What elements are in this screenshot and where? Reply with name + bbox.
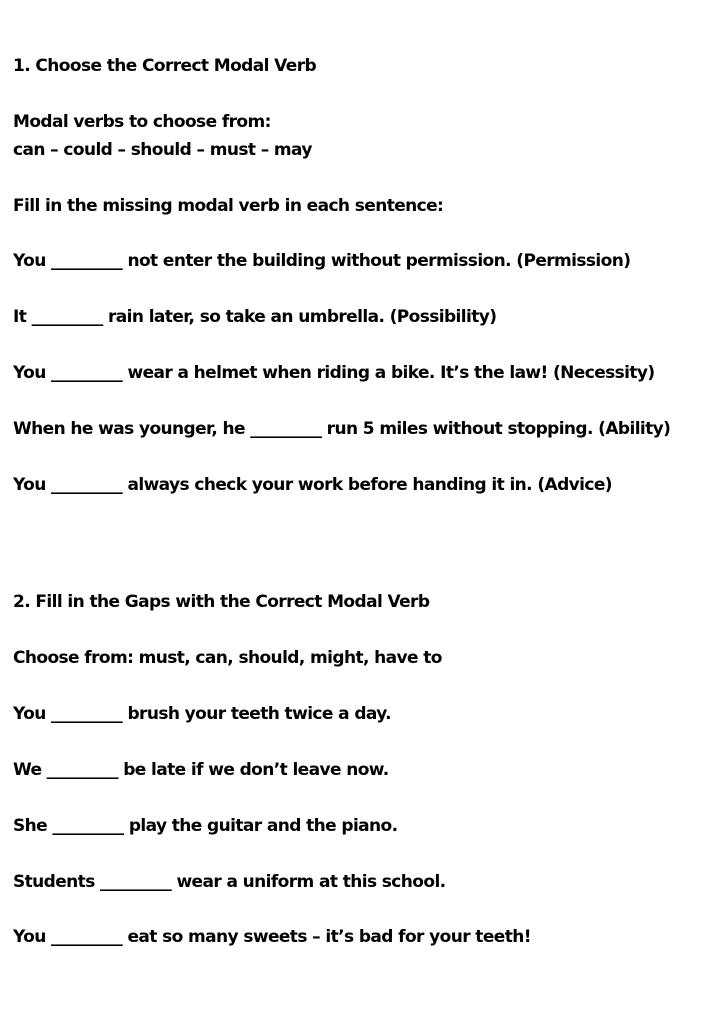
section-2-instruction: Choose from: must, can, should, might, have to	[13, 648, 442, 668]
exercise-sentence: She _________ play the guitar and the piano.	[13, 816, 398, 836]
exercise-sentence: You _________ wear a helmet when riding a bike. It’s the law! (Necessity)	[13, 363, 655, 383]
exercise-sentence: When he was younger, he _________ run 5 miles without stopping. (Ability)	[13, 419, 671, 439]
exercise-sentence: You _________ not enter the building without permission. (Permission)	[13, 251, 631, 271]
modal-verbs-list: can – could – should – must – may	[13, 140, 312, 160]
modal-verbs-heading: Modal verbs to choose from:	[13, 112, 271, 132]
section-1-title: 1. Choose the Correct Modal Verb	[13, 56, 317, 76]
exercise-sentence: You _________ eat so many sweets – it’s bad for your teeth!	[13, 927, 531, 947]
section-1-instruction: Fill in the missing modal verb in each sentence:	[13, 196, 444, 216]
exercise-sentence: You _________ always check your work before handing it in. (Advice)	[13, 475, 612, 495]
section-2-title: 2. Fill in the Gaps with the Correct Modal Verb	[13, 592, 430, 612]
exercise-sentence: It _________ rain later, so take an umbrella. (Possibility)	[13, 307, 497, 327]
exercise-sentence: We _________ be late if we don’t leave now.	[13, 760, 389, 780]
exercise-sentence: You _________ brush your teeth twice a day.	[13, 704, 392, 724]
exercise-sentence: Students _________ wear a uniform at this school.	[13, 872, 446, 892]
